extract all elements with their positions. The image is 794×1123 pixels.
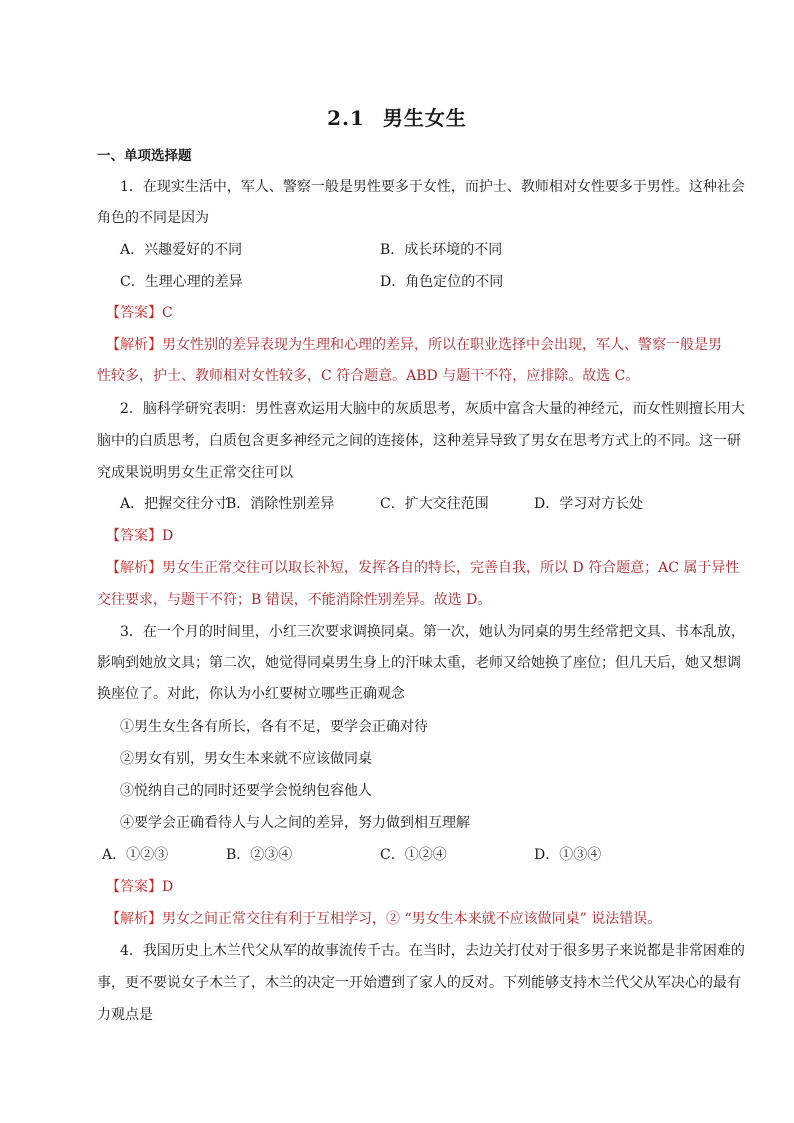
q3-answer xyxy=(106,877,173,897)
q2-answer-tag: 【答案】 xyxy=(106,528,162,544)
q2-answer xyxy=(106,526,173,546)
q3-answer-tag: 【答案】 xyxy=(106,879,162,895)
q2-stem-line2: 脑中的白质思考，白质包含更多神经元之间的连接体，这种差异导致了男女在思考方式上的不同。这一研 xyxy=(97,433,741,449)
q1-analysis-line1 xyxy=(106,335,722,355)
q1-answer xyxy=(106,303,173,323)
q3-analysis-text1: 男女之间正常交往有利于互相学习，② “男女生本来就不应该做同桌” 说法错误。 xyxy=(162,911,662,927)
q3-option-b: B．②③④ xyxy=(226,847,293,863)
q3-option-a: A．①②③ xyxy=(102,847,169,863)
q1-option-a: A．兴趣爱好的不同 xyxy=(120,242,243,258)
q3-statement-1: ①男生女生各有所长，各有不足，要学会正确对待 xyxy=(120,719,428,735)
q3-option-c: C．①②④ xyxy=(380,847,447,863)
q1-analysis-text1: 男女性别的差异表现为生理和心理的差异，所以在职业选择中会出现，军人、警察一般是男 xyxy=(162,337,722,353)
q1-stem-line1: 1．在现实生活中，军人、警察一般是男性要多于女性，而护士、教师相对女性要多于男性。这种社会 xyxy=(120,179,745,195)
q1-answer-value: C xyxy=(162,305,173,321)
title-number: 2.1 xyxy=(327,106,365,130)
q3-option-d: D．①③④ xyxy=(534,847,602,863)
page-title xyxy=(0,104,794,132)
q3-statement-4: ④要学会正确看待人与人之间的差异，努力做到相互理解 xyxy=(120,815,470,831)
q2-option-c: C．扩大交往范围 xyxy=(380,496,489,512)
q1-analysis-tag: 【解析】 xyxy=(106,337,162,353)
q3-analysis-line1 xyxy=(106,909,661,929)
q3-stem-line2: 影响到她放文具；第二次，她觉得同桌男生身上的汗味太重，老师又给她换了座位；但几天后，她又想调 xyxy=(97,655,741,671)
q1-stem-line2: 角色的不同是因为 xyxy=(97,210,209,226)
q2-analysis-line1 xyxy=(106,558,739,578)
q2-analysis-tag: 【解析】 xyxy=(106,560,162,576)
q2-option-d: D．学习对方长处 xyxy=(534,496,644,512)
q3-statement-2: ②男女有别，男女生本来就不应该做同桌 xyxy=(120,751,372,767)
q3-stem-line1: 3．在一个月的时间里，小红三次要求调换同桌。第一次，她认为同桌的男生经常把文具、书本乱放， xyxy=(120,624,745,640)
q2-option-b: B．消除性别差异 xyxy=(226,496,335,512)
q2-stem-line3: 究成果说明男女生正常交往可以 xyxy=(97,465,293,481)
q2-answer-value: D xyxy=(162,528,174,544)
q2-option-a: A．把握交往分寸 xyxy=(120,496,229,512)
q1-option-d: D．角色定位的不同 xyxy=(380,274,504,290)
q3-analysis-tag: 【解析】 xyxy=(106,911,162,927)
q1-option-b: B．成长环境的不同 xyxy=(380,242,503,258)
q4-stem-line1: 4．我国历史上木兰代父从军的故事流传千古。在当时，去边关打仗对于很多男子来说都是非常困难的 xyxy=(120,943,745,959)
q4-stem-line2: 事，更不要说女子木兰了，木兰的决定一开始遭到了家人的反对。下列能够支持木兰代父从军决心的最有 xyxy=(97,975,741,991)
q3-statement-3: ③悦纳自己的同时还要学会悦纳包容他人 xyxy=(120,783,372,799)
title-text: 男生女生 xyxy=(382,106,467,130)
q3-stem-line3: 换座位了。对此，你认为小红要树立哪些正确观念 xyxy=(97,686,405,702)
q1-option-c: C．生理心理的差异 xyxy=(120,274,243,290)
q2-stem-line1: 2．脑科学研究表明：男性喜欢运用大脑中的灰质思考，灰质中富含大量的神经元，而女性则擅长用大 xyxy=(120,401,745,417)
section-heading: 一、单项选择题 xyxy=(97,148,192,164)
q4-stem-line3: 力观点是 xyxy=(97,1007,153,1023)
q3-answer-value: D xyxy=(162,879,174,895)
q2-analysis-line2: 交往要求，与题干不符；B 错误，不能消除性别差异。故选 D。 xyxy=(97,592,492,608)
q1-answer-tag: 【答案】 xyxy=(106,305,162,321)
q1-analysis-line2: 性较多，护士、教师相对女性较多，C 符合题意。ABD 与题干不符，应排除。故选 C。 xyxy=(97,368,640,384)
q2-analysis-text1: 男女生正常交往可以取长补短，发挥各自的特长，完善自我，所以 D 符合题意；AC 属于异性 xyxy=(162,560,740,576)
